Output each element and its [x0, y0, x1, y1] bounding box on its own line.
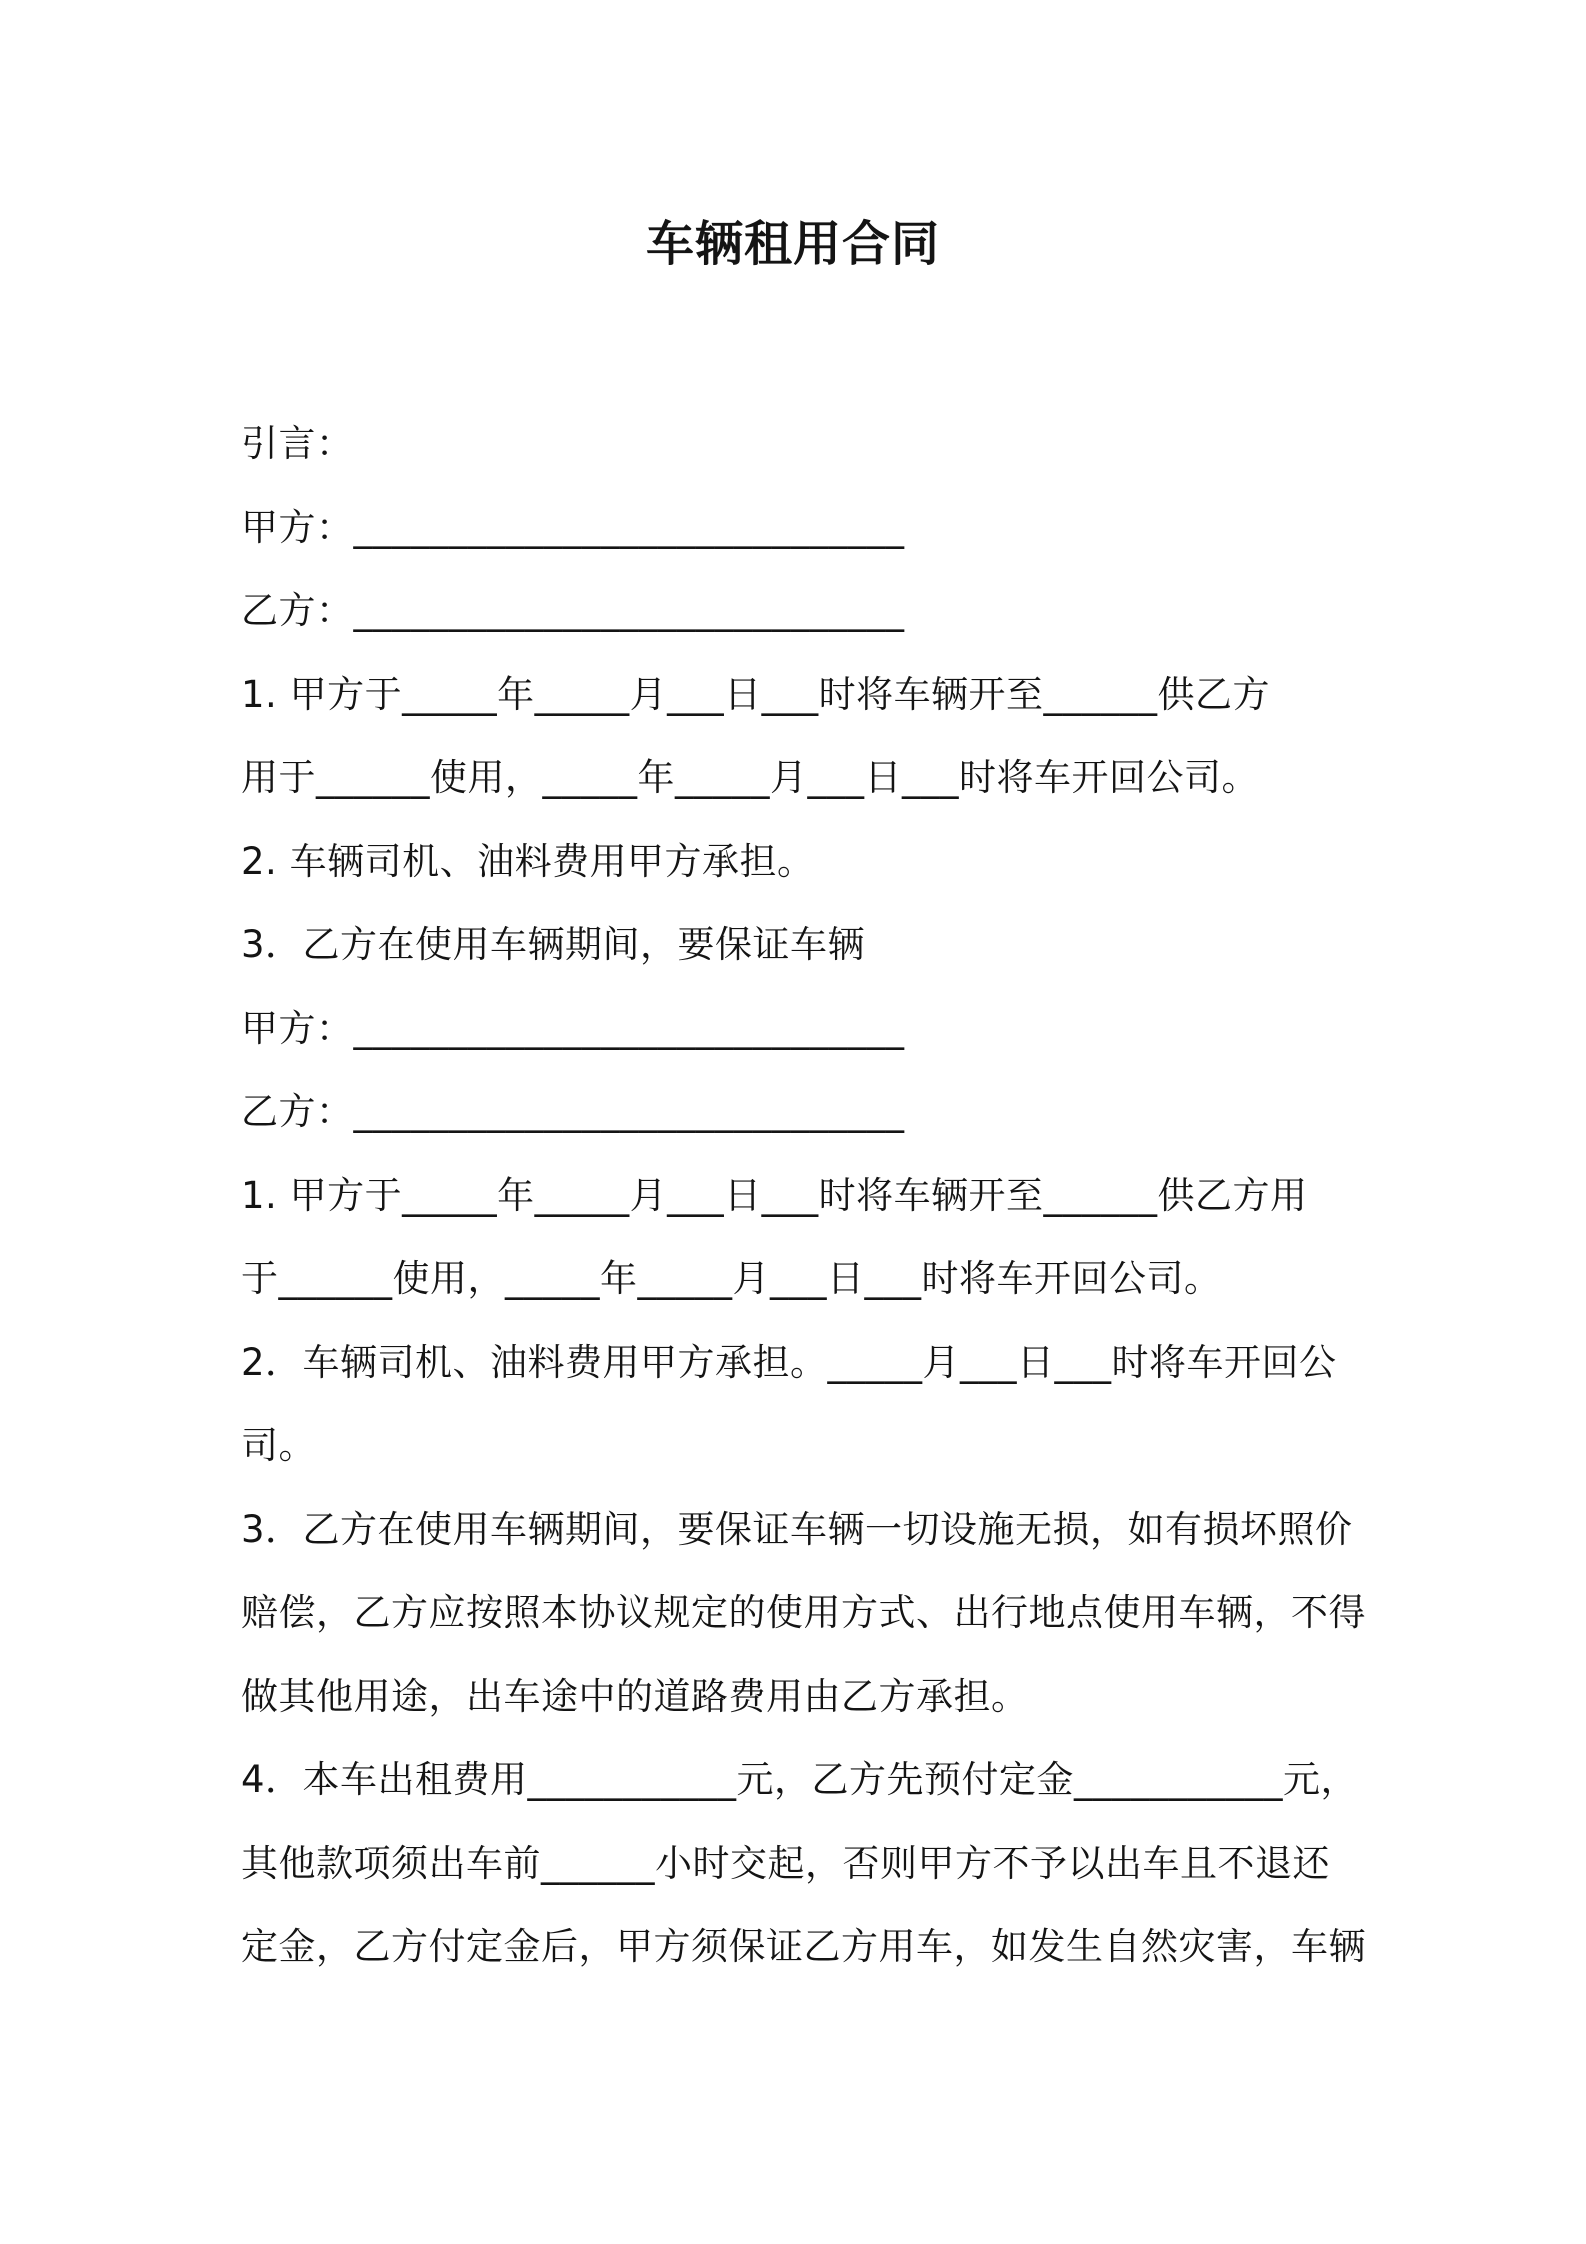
clause-1-line-2: 用于______使用，_____年_____月___日___时将车开回公司。	[241, 756, 1259, 799]
clause-1-repeat-line-2: 于______使用，_____年_____月___日___时将车开回公司。	[241, 1257, 1222, 1300]
clause-4-line-3: 定金，乙方付定金后，甲方须保证乙方用车，如发生自然灾害，车辆	[241, 1925, 1366, 1968]
party-b-line-repeat: 乙方：_____________________________	[241, 1090, 905, 1133]
clause-4-line-1: 4．本车出租费用___________元，乙方先预付定金___________元，	[241, 1758, 1359, 1801]
document-title: 车辆租用合同	[645, 216, 940, 272]
clause-3-repeat-line-3: 做其他用途，出车途中的道路费用由乙方承担。	[241, 1674, 1029, 1718]
party-b-line: 乙方：_____________________________	[241, 589, 905, 632]
clause-4-line-2: 其他款项须出车前______小时交起，否则甲方不予以出车且不退还	[241, 1841, 1330, 1885]
clause-1-repeat-line-1: 1. 甲方于_____年_____月___日___时将车辆开至______供乙方用	[241, 1173, 1308, 1217]
party-a-line: 甲方：_____________________________	[241, 505, 905, 549]
party-a-line-repeat: 甲方：_____________________________	[241, 1006, 905, 1050]
clause-3-repeat-line-2: 赔偿，乙方应按照本协议规定的使用方式、出行地点使用车辆，不得	[241, 1591, 1366, 1634]
clause-2-repeat-line-1: 2．车辆司机、油料费用甲方承担。_____月___日___时将车开回公	[241, 1340, 1337, 1384]
clause-2-repeat-line-2: 司。	[241, 1424, 316, 1467]
clause-1-line-1: 1. 甲方于_____年_____月___日___时将车辆开至______供乙方	[241, 672, 1271, 716]
clause-2-line: 2. 车辆司机、油料费用甲方承担。	[241, 839, 815, 883]
clause-3-repeat-line-1: 3．乙方在使用车辆期间，要保证车辆一切设施无损，如有损坏照价	[241, 1507, 1353, 1551]
clause-3-line: 3．乙方在使用车辆期间，要保证车辆	[241, 923, 866, 966]
document-body	[241, 402, 1366, 1989]
intro-label: 引言：	[241, 422, 354, 465]
